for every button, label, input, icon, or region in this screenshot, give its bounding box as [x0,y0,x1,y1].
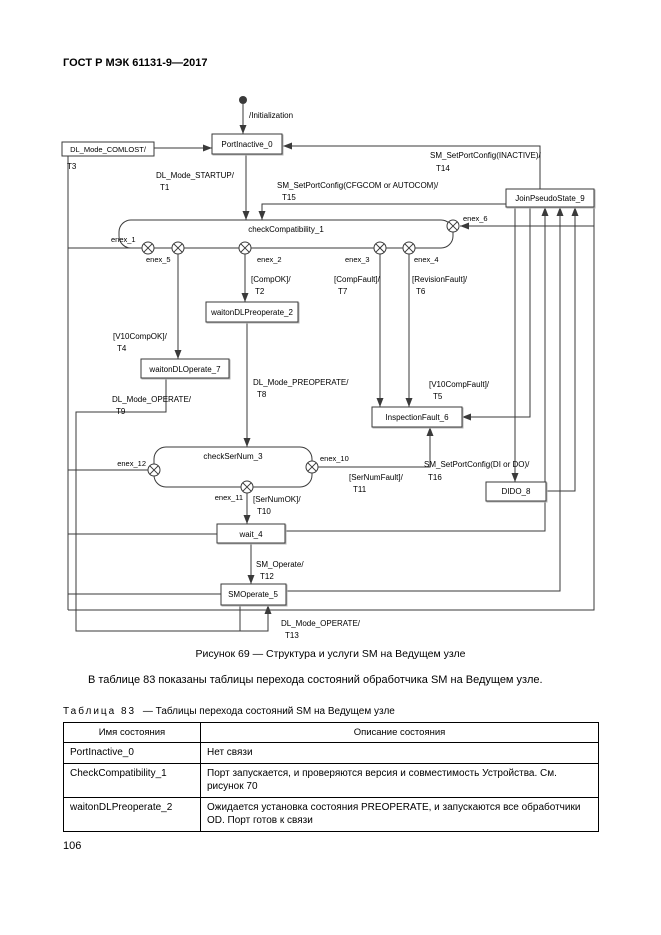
transition-t15-event-label: SM_SetPortConfig(CFGCOM or AUTOCOM)/ [277,181,439,190]
transition-t4-id-label: T4 [117,344,127,353]
transition-t11-event-label: [SerNumFault]/ [349,473,403,482]
transition-t2-event-label: [CompOK]/ [251,275,291,284]
state-description-cell: Ожидается установка состояния PREOPERATE, и запускаются все обработчики OD. Порт готов к связи [201,797,599,831]
enex-3-point [374,242,386,254]
enex-4-point [403,242,415,254]
enex-6-point [447,220,459,232]
state-waitondlpreoperate-label: waitonDLPreoperate_2 [211,308,293,317]
enex-10-label: enex_10 [320,454,349,463]
transition-t14-id-label: T14 [436,164,450,173]
initialization-label: /Initialization [249,111,294,120]
document-header: ГОСТ Р МЭК 61131-9—2017 [63,57,208,69]
column-header-state-name: Имя состояния [64,723,201,743]
state-checkcompatibility-label: checkCompatibility_1 [248,225,324,234]
state-name-cell: PortInactive_0 [64,743,201,764]
transition-t8-event-label: DL_Mode_PREOPERATE/ [253,378,349,387]
transition-t2-id-label: T2 [255,287,265,296]
transition-t6-id-label: T6 [416,287,426,296]
state-waitondloperate-label: waitonDLOperate_7 [149,365,221,374]
transition-t4-event-label: [V10CompOK]/ [113,332,167,341]
enex-6-label: enex_6 [463,214,488,223]
transition-t14-event-label: SM_SetPortConfig(INACTIVE)/ [430,151,541,160]
enex-5-point [172,242,184,254]
table-row [64,763,599,797]
figure-caption: Рисунок 69 — Структура и услуги SM на Ведущем узле [195,648,466,660]
enex-1-label: enex_1 [111,235,136,244]
table-caption [63,706,395,717]
table-caption-text: — Таблицы перехода состояний SM на Ведущем узле [142,706,395,717]
transition-t13-id-label: T13 [285,631,299,640]
enex-2-point [239,242,251,254]
transition-t1-id-label: T1 [160,183,170,192]
table-row [64,797,599,831]
transition-t7-event-label: [CompFault]/ [334,275,380,284]
enex-5-label: enex_5 [146,255,171,264]
enex-3-label: enex_3 [345,255,370,264]
state-joinpseudostate-label: JoinPseudoState_9 [515,194,585,203]
state-description-cell: Нет связи [201,743,599,764]
state-name-cell: waitonDLPreoperate_2 [64,797,201,831]
state-checksernum-label: checkSerNum_3 [203,452,263,461]
enex-10-point [306,461,318,473]
table-row [64,743,599,764]
page-number: 106 [63,840,82,852]
state-table [63,722,599,832]
enex-11-label: enex_11 [214,493,243,502]
transition-t11-id-label: T11 [353,485,367,494]
enex-1-point [142,242,154,254]
transition-t3-event-label: DL_Mode_COMLOST/ [70,145,146,154]
transition-t9-event-label: DL_Mode_OPERATE/ [112,395,191,404]
enex-11-point [241,481,253,493]
state-name-cell: CheckCompatibility_1 [64,763,201,797]
transition-t12-id-label: T12 [260,572,274,581]
transition-t12-event-label: SM_Operate/ [256,560,304,569]
transition-t6-event-label: [RevisionFault]/ [412,275,468,284]
enex-4-label: enex_4 [414,255,439,264]
table-caption-label: Таблица 83 [63,706,137,717]
body-paragraph: В таблице 83 показаны таблицы перехода состояний обработчика SM на Ведущем узле. [88,674,543,686]
initial-state-dot [239,96,247,104]
transition-t10-event-label: [SerNumOK]/ [253,495,301,504]
state-portinactive-label: PortInactive_0 [221,140,273,149]
transition-t8-id-label: T8 [257,390,267,399]
enex-12-label: enex_12 [117,459,146,468]
enex-2-label: enex_2 [257,255,282,264]
transition-t7-id-label: T7 [338,287,348,296]
transition-t3-id-label: T3 [67,162,77,171]
smoperate-to-join-line [286,207,560,591]
state-inspectionfault-label: InspectionFault_6 [385,413,449,422]
state-description-cell: Порт запускается, и проверяются версия и совместимость Устройства. См. рисунок 70 [201,763,599,797]
transition-t5-event-label: [V10CompFault]/ [429,380,490,389]
transition-t16-id-label: T16 [428,473,442,482]
transition-t13-event-label: DL_Mode_OPERATE/ [281,619,360,628]
transition-t9-id-label: T9 [116,407,126,416]
column-header-state-description: Описание состояния [201,723,599,743]
state-dido-label: DIDO_8 [501,487,531,496]
transition-t5-id-label: T5 [433,392,443,401]
state-smoperate-label: SMOperate_5 [228,590,278,599]
transition-t16-event-label: SM_SetPortConfig(DI or DO)/ [424,460,530,469]
state-wait-label: wait_4 [239,530,263,539]
table-header-row [64,723,599,743]
transition-t10-id-label: T10 [257,507,271,516]
transition-t15-id-label: T15 [282,193,296,202]
enex-12-point [148,464,160,476]
transition-t1-event-label: DL_Mode_STARTUP/ [156,171,234,180]
